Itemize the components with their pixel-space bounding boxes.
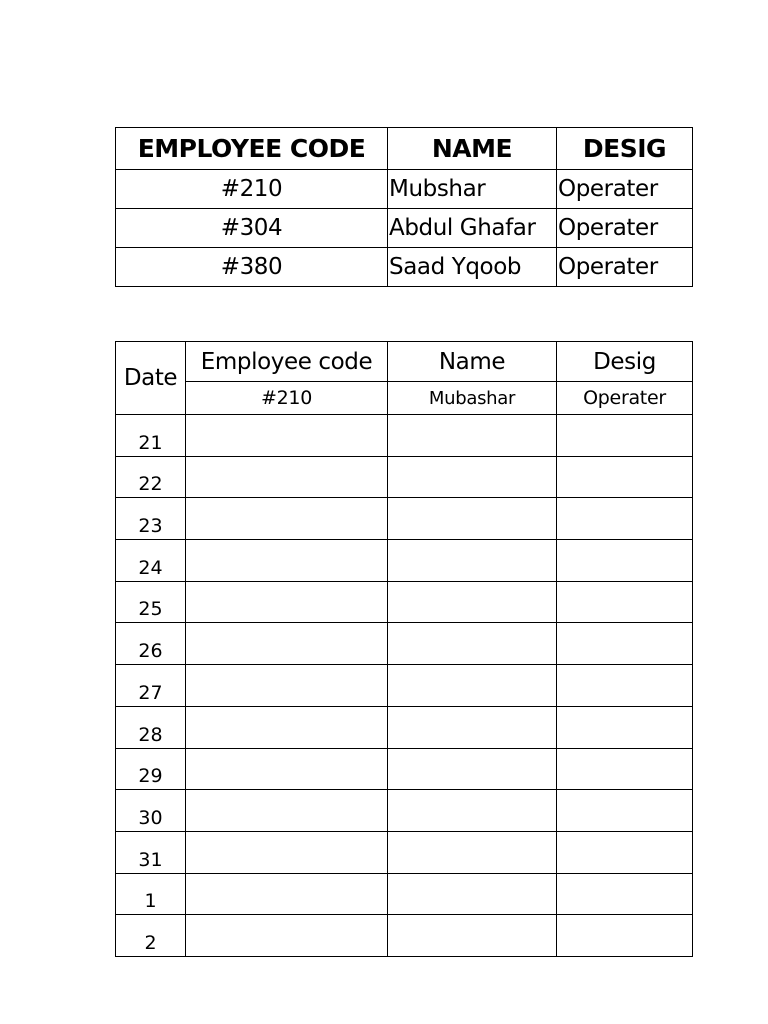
date-cell: 24 bbox=[116, 540, 186, 582]
employee-name-cell: Abdul Ghafar bbox=[388, 209, 557, 248]
empty-cell[interactable] bbox=[186, 456, 388, 498]
table-row bbox=[116, 248, 693, 287]
date-cell: 1 bbox=[116, 873, 186, 915]
empty-cell[interactable] bbox=[186, 915, 388, 957]
table-row bbox=[116, 498, 693, 540]
date-cell: 28 bbox=[116, 706, 186, 748]
empty-cell[interactable] bbox=[388, 831, 557, 873]
date-cell: 22 bbox=[116, 456, 186, 498]
employee-code-cell: #304 bbox=[116, 209, 388, 248]
table-row bbox=[116, 209, 693, 248]
employee-code-cell: #210 bbox=[116, 170, 388, 209]
header-employee-code: Employee code bbox=[186, 342, 388, 382]
empty-cell[interactable] bbox=[557, 748, 693, 790]
date-cell: 2 bbox=[116, 915, 186, 957]
empty-cell[interactable] bbox=[186, 665, 388, 707]
empty-cell[interactable] bbox=[388, 790, 557, 832]
date-cell: 25 bbox=[116, 581, 186, 623]
table-row bbox=[116, 831, 693, 873]
empty-cell[interactable] bbox=[388, 456, 557, 498]
empty-cell[interactable] bbox=[186, 581, 388, 623]
attendance-table bbox=[115, 341, 693, 957]
empty-cell[interactable] bbox=[557, 498, 693, 540]
empty-cell[interactable] bbox=[388, 706, 557, 748]
employee-list-table bbox=[115, 127, 693, 287]
employee-desig-cell: Operater bbox=[557, 248, 693, 287]
header-name: Name bbox=[388, 342, 557, 382]
header-name: NAME bbox=[388, 128, 557, 170]
date-cell: 30 bbox=[116, 790, 186, 832]
table-row bbox=[116, 790, 693, 832]
employee-code-cell: #380 bbox=[116, 248, 388, 287]
empty-cell[interactable] bbox=[388, 623, 557, 665]
table-row bbox=[116, 748, 693, 790]
date-cell: 27 bbox=[116, 665, 186, 707]
empty-cell[interactable] bbox=[557, 415, 693, 457]
empty-cell[interactable] bbox=[186, 748, 388, 790]
header-date: Date bbox=[116, 342, 186, 415]
empty-cell[interactable] bbox=[557, 581, 693, 623]
table-row bbox=[116, 665, 693, 707]
empty-cell[interactable] bbox=[557, 623, 693, 665]
empty-cell[interactable] bbox=[388, 498, 557, 540]
table-row bbox=[116, 873, 693, 915]
empty-cell[interactable] bbox=[557, 665, 693, 707]
empty-cell[interactable] bbox=[557, 873, 693, 915]
empty-cell[interactable] bbox=[388, 665, 557, 707]
table-row bbox=[116, 915, 693, 957]
empty-cell[interactable] bbox=[186, 831, 388, 873]
date-cell: 29 bbox=[116, 748, 186, 790]
employee-desig-cell: Operater bbox=[557, 170, 693, 209]
empty-cell[interactable] bbox=[388, 540, 557, 582]
empty-cell[interactable] bbox=[186, 706, 388, 748]
empty-cell[interactable] bbox=[557, 456, 693, 498]
empty-cell[interactable] bbox=[186, 498, 388, 540]
header-desig: Desig bbox=[557, 342, 693, 382]
empty-cell[interactable] bbox=[388, 915, 557, 957]
employee-desig-cell: Operater bbox=[557, 209, 693, 248]
empty-cell[interactable] bbox=[557, 790, 693, 832]
empty-cell[interactable] bbox=[388, 581, 557, 623]
empty-cell[interactable] bbox=[557, 706, 693, 748]
date-cell: 21 bbox=[116, 415, 186, 457]
employee-code-value: #210 bbox=[186, 382, 388, 415]
table-row bbox=[116, 581, 693, 623]
employee-name-cell: Saad Yqoob bbox=[388, 248, 557, 287]
attendance-employee-row bbox=[116, 382, 693, 415]
date-cell: 31 bbox=[116, 831, 186, 873]
empty-cell[interactable] bbox=[557, 540, 693, 582]
date-cell: 26 bbox=[116, 623, 186, 665]
employee-name-value: Mubashar bbox=[388, 382, 557, 415]
table-row bbox=[116, 415, 693, 457]
table-row bbox=[116, 623, 693, 665]
table-row bbox=[116, 540, 693, 582]
empty-cell[interactable] bbox=[557, 831, 693, 873]
employee-desig-value: Operater bbox=[557, 382, 693, 415]
attendance-header-row bbox=[116, 342, 693, 382]
table-row bbox=[116, 456, 693, 498]
employee-list-header-row bbox=[116, 128, 693, 170]
table-row bbox=[116, 170, 693, 209]
empty-cell[interactable] bbox=[557, 915, 693, 957]
table-row bbox=[116, 706, 693, 748]
empty-cell[interactable] bbox=[186, 873, 388, 915]
empty-cell[interactable] bbox=[388, 415, 557, 457]
date-cell: 23 bbox=[116, 498, 186, 540]
empty-cell[interactable] bbox=[388, 873, 557, 915]
header-employee-code: EMPLOYEE CODE bbox=[116, 128, 388, 170]
employee-name-cell: Mubshar bbox=[388, 170, 557, 209]
empty-cell[interactable] bbox=[388, 748, 557, 790]
empty-cell[interactable] bbox=[186, 415, 388, 457]
empty-cell[interactable] bbox=[186, 790, 388, 832]
empty-cell[interactable] bbox=[186, 540, 388, 582]
empty-cell[interactable] bbox=[186, 623, 388, 665]
header-desig: DESIG bbox=[557, 128, 693, 170]
